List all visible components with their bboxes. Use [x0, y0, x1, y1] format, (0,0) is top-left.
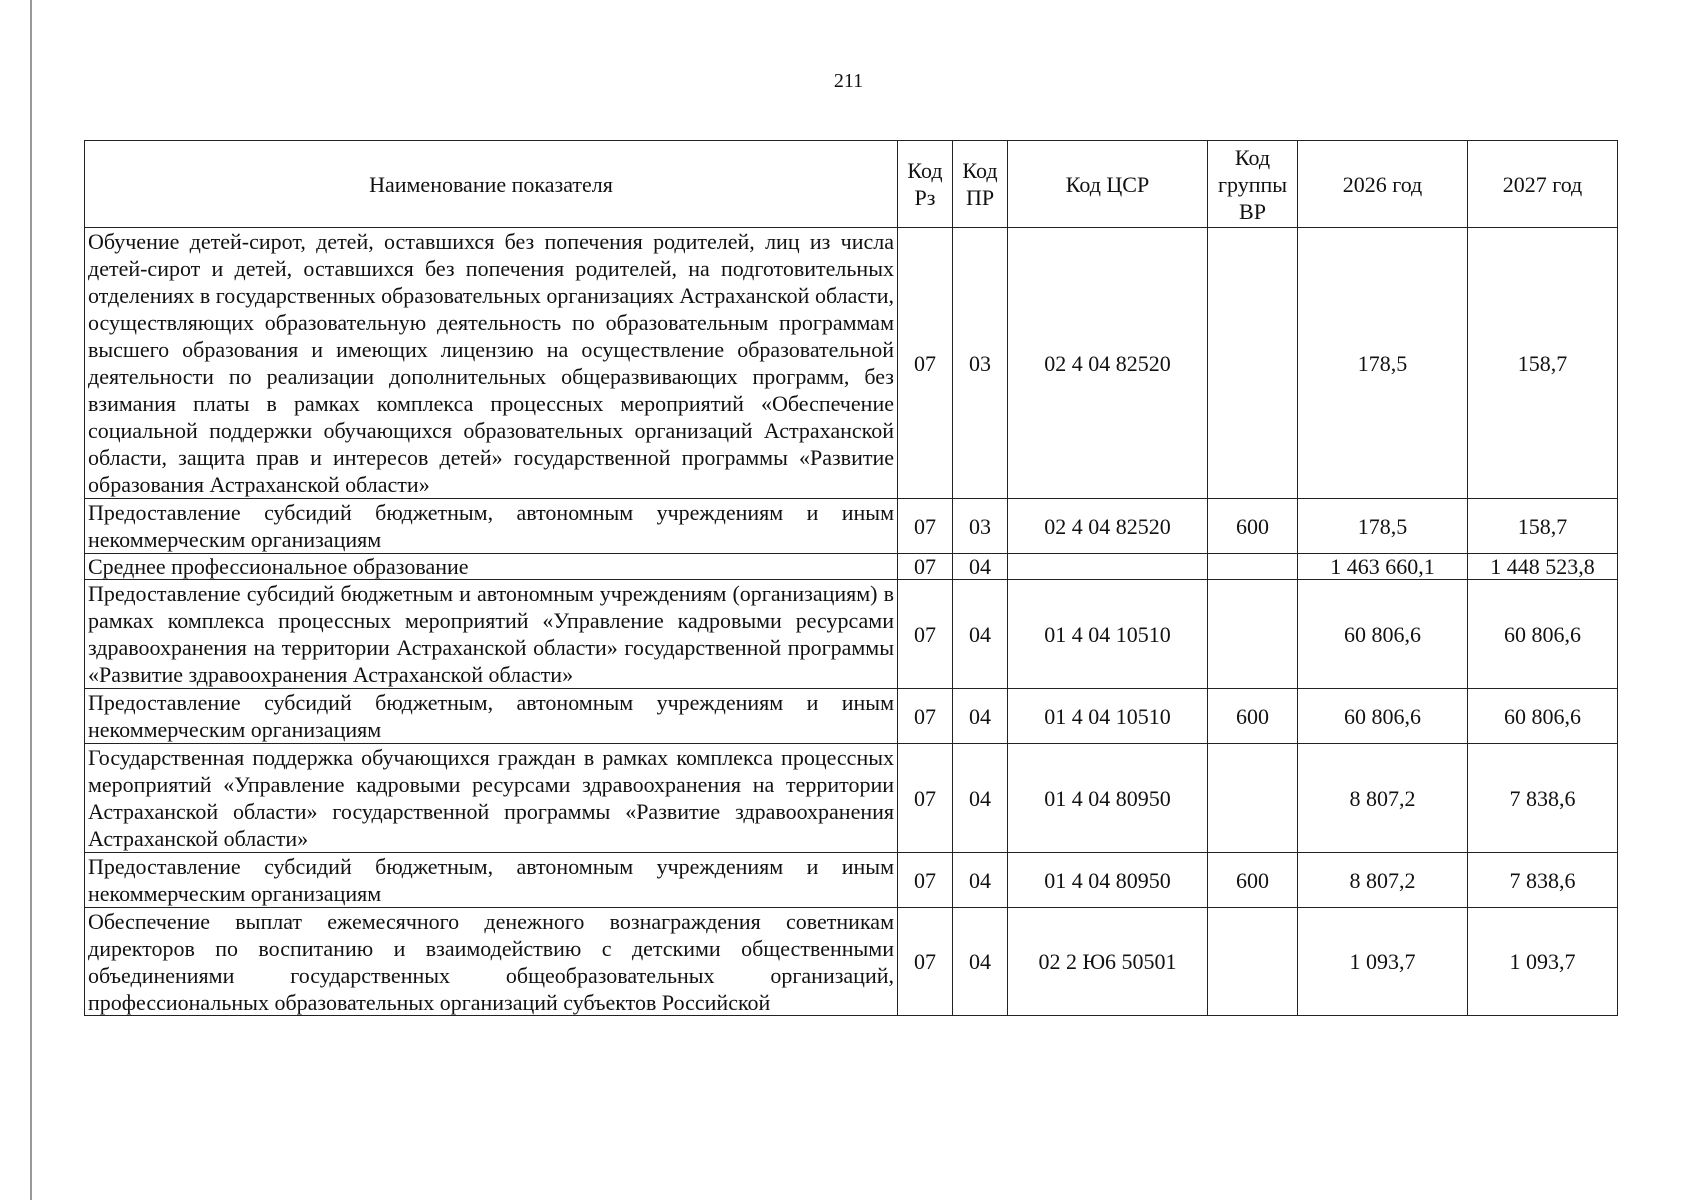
header-name: Наименование показателя [85, 141, 898, 228]
row-2026: 60 806,6 [1298, 580, 1468, 689]
row-csr: 01 4 04 10510 [1008, 580, 1208, 689]
row-vr: 600 [1208, 689, 1298, 744]
row-vr [1208, 580, 1298, 689]
row-pr: 04 [953, 908, 1008, 1016]
table-row [85, 744, 1618, 853]
row-rz: 07 [898, 499, 953, 554]
row-name: Государственная поддержка обучающихся граждан в рамках комплекса процессных мероприятий «Управление кадровыми ресурсами здравоохранения на территории Астраханской области» государственной программы «Развитие здравоохранения Астраханской области» [85, 744, 898, 853]
table-row [85, 853, 1618, 908]
row-pr: 04 [953, 689, 1008, 744]
row-pr: 04 [953, 554, 1008, 580]
row-vr [1208, 908, 1298, 1016]
row-csr [1008, 554, 1208, 580]
row-2026: 8 807,2 [1298, 744, 1468, 853]
row-name: Предоставление субсидий бюджетным, автономным учреждениям и иным некоммерческим организациям [85, 499, 898, 554]
row-vr [1208, 744, 1298, 853]
row-vr: 600 [1208, 499, 1298, 554]
row-2027: 1 448 523,8 [1468, 554, 1618, 580]
page-number: 211 [833, 70, 864, 92]
row-pr: 04 [953, 744, 1008, 853]
row-csr: 02 4 04 82520 [1008, 499, 1208, 554]
header-2026: 2026 год [1298, 141, 1468, 228]
row-2027: 7 838,6 [1468, 853, 1618, 908]
row-rz: 07 [898, 580, 953, 689]
row-csr: 01 4 04 10510 [1008, 689, 1208, 744]
table-header-row [85, 141, 1618, 228]
scan-edge-line [30, 0, 32, 1200]
row-rz: 07 [898, 554, 953, 580]
row-csr: 01 4 04 80950 [1008, 744, 1208, 853]
table-row [85, 499, 1618, 554]
row-2027: 1 093,7 [1468, 908, 1618, 1016]
table-row [85, 580, 1618, 689]
row-pr: 04 [953, 853, 1008, 908]
row-name: Обучение детей-сирот, детей, оставшихся без попечения родителей, лиц из числа детей-сирот и детей, оставшихся без попечения родителей, на подготовительных отделениях в государственных образовательных организациях Астраханской области, осуществляющих образовательную деятельность по образовательным программам высшего образования и имеющих лицензию на осуществление образовательной деятельности по реализации дополнительных общеразвивающих программ, без взимания платы в рамках комплекса процессных мероприятий «Обеспечение социальной поддержки обучающихся образовательных организаций Астраханской области, защита прав и интересов детей» государственной программы «Развитие образования Астраханской области» [85, 228, 898, 499]
row-rz: 07 [898, 228, 953, 499]
row-2027: 158,7 [1468, 499, 1618, 554]
row-vr: 600 [1208, 853, 1298, 908]
header-rz: Код Рз [898, 141, 953, 228]
row-name: Предоставление субсидий бюджетным, автономным учреждениям и иным некоммерческим организациям [85, 689, 898, 744]
row-pr: 03 [953, 228, 1008, 499]
row-csr: 02 4 04 82520 [1008, 228, 1208, 499]
row-2026: 60 806,6 [1298, 689, 1468, 744]
header-csr: Код ЦСР [1008, 141, 1208, 228]
header-vr: Код группы ВР [1208, 141, 1298, 228]
table-row [85, 908, 1618, 1016]
row-csr: 02 2 Ю6 50501 [1008, 908, 1208, 1016]
row-2027: 7 838,6 [1468, 744, 1618, 853]
row-vr [1208, 554, 1298, 580]
table-row [85, 228, 1618, 499]
row-pr: 03 [953, 499, 1008, 554]
row-name: Предоставление субсидий бюджетным, автономным учреждениям и иным некоммерческим организациям [85, 853, 898, 908]
row-rz: 07 [898, 853, 953, 908]
row-pr: 04 [953, 580, 1008, 689]
budget-table [84, 140, 1618, 1016]
row-name: Обеспечение выплат ежемесячного денежного вознаграждения советникам директоров по воспитанию и взаимодействию с детскими общественными объединениями государственных общеобразовательных организаций, профессиональных образовательных организаций субъектов Российской [88, 909, 894, 1015]
header-2027: 2027 год [1468, 141, 1618, 228]
row-2026: 1 463 660,1 [1298, 554, 1468, 580]
table-row [85, 689, 1618, 744]
row-2027: 60 806,6 [1468, 580, 1618, 689]
row-vr [1208, 228, 1298, 499]
row-csr: 01 4 04 80950 [1008, 853, 1208, 908]
row-rz: 07 [898, 744, 953, 853]
header-pr: Код ПР [953, 141, 1008, 228]
row-rz: 07 [898, 908, 953, 1016]
row-2026: 178,5 [1298, 499, 1468, 554]
row-2026: 178,5 [1298, 228, 1468, 499]
row-name-cell [85, 908, 898, 1016]
row-name: Среднее профессиональное образование [85, 554, 898, 580]
row-2027: 158,7 [1468, 228, 1618, 499]
table-row [85, 554, 1618, 580]
row-rz: 07 [898, 689, 953, 744]
row-name: Предоставление субсидий бюджетным и автономным учреждениям (организациям) в рамках комплекса процессных мероприятий «Управление кадровыми ресурсами здравоохранения на территории Астраханской области» государственной программы «Развитие здравоохранения Астраханской области» [85, 580, 898, 689]
row-2026: 1 093,7 [1298, 908, 1468, 1016]
row-2027: 60 806,6 [1468, 689, 1618, 744]
row-2026: 8 807,2 [1298, 853, 1468, 908]
